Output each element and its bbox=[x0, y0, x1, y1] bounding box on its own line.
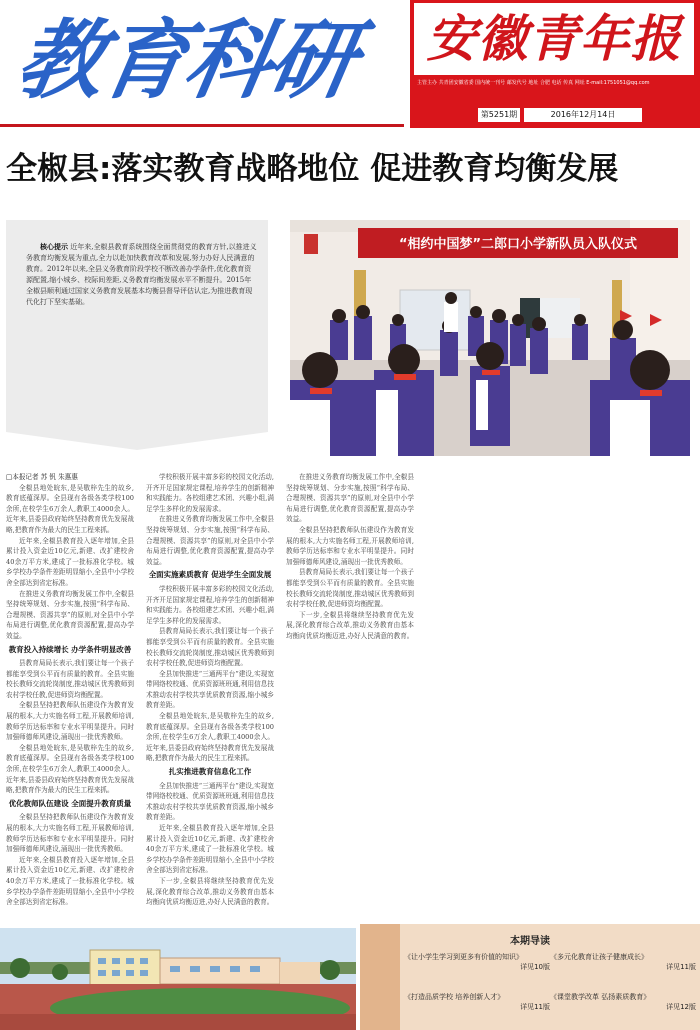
preview-item[interactable] bbox=[550, 992, 696, 1012]
summary-box-pointer bbox=[6, 432, 268, 450]
preview-item[interactable] bbox=[550, 952, 696, 972]
school-campus-illustration bbox=[0, 928, 356, 1030]
article-paragraph: 全椒县地处皖东,是吴敬梓先生的故乡,教育底蕴深厚。全县现有各级各类学校100余所,在校学生6万余人,教职工4000余人。近年来,县委县政府始终坚持教育优先发展战略,把教育作为最大的民生工程来抓。 bbox=[6, 483, 134, 534]
article-paragraph: 学校积极开展丰富多彩的校园文化活动,开齐开足国家规定课程,培养学生的创新精神和实践能力。各校组建艺术团、兴趣小组,满足学生多样化的发展需求。 bbox=[146, 473, 274, 513]
article-byline: □本报记者 苏 钒 朱惠惠 bbox=[6, 473, 78, 481]
issue-number: 第5251期 bbox=[478, 108, 520, 122]
article-paragraph: 近年来,全椒县教育投入逐年增加,全县累计投入资金近10亿元,新建、改扩建校舍40余万平方米,建成了一批标准化学校。城乡学校办学条件差距明显缩小,全县中小学校舍全部达到省定标准。 bbox=[6, 536, 134, 587]
issue-preview-box bbox=[360, 924, 700, 1030]
preview-item[interactable] bbox=[404, 992, 550, 1012]
ceremony-photo-illustration bbox=[290, 220, 690, 456]
article-subhead: 教育投入持续增长 办学条件明显改善 bbox=[8, 644, 132, 654]
article-paragraph: 近年来,全椒县教育投入逐年增加,全县累计投入资金近10亿元,新建、改扩建校舍40余万平方米,建成了一批标准化学校。城乡学校办学条件差距明显缩小,全县中小学校舍全部达到省定标准。 bbox=[6, 855, 134, 907]
article-paragraph: 下一步,全椒县将继续坚持教育优先发展,深化教育综合改革,推动义务教育由基本均衡向优质均衡迈进,办好人民满意的教育。 bbox=[286, 610, 414, 640]
newspaper-name: 安徽青年报 bbox=[414, 3, 694, 75]
issue-date: 2016年12月14日 bbox=[524, 108, 642, 122]
ceremony-banner: “相约中国梦”二郎口小学新队员入队仪式 bbox=[398, 237, 638, 252]
article-subhead: 扎实推进教育信息化工作 bbox=[168, 767, 252, 777]
summary-body: 近年来,全椒县教育系统围绕全面贯彻党的教育方针,以推进义务教育均衡发展为重点,全力以赴加快教育改革和发展,努力办好人民满意的教育。2012年以来,全县义务教育阶段学校不断改善办学条件,优化教育资源配置,缩小城乡、校际间差距,义务教育均衡发展水平不断提升。2015年全椒县顺利通过国家义务教育发展基本均衡县督导评估认定,为推进教育现代化打下坚实基础。 bbox=[26, 243, 257, 306]
article-paragraph: 全县加快推进“三通两平台”建设,实现宽带网络校校通、优质资源班班通,利用信息技术推动农村学校共享优质教育资源,缩小城乡教育差距。 bbox=[146, 781, 274, 822]
preview-item[interactable] bbox=[404, 952, 550, 972]
preview-item-title: 《打造品质学校 培养创新人才》 bbox=[404, 993, 505, 1001]
masthead bbox=[0, 0, 700, 130]
article-paragraph: 全椒县坚持把教师队伍建设作为教育发展的根本,大力实施名师工程,开展教师培训,教师学历达标率和专业水平明显提升。同时加强师德师风建设,涌现出一批优秀教师。 bbox=[286, 525, 414, 566]
article-subhead: 全面实施素质教育 促进学生全面发展 bbox=[148, 570, 272, 580]
issue-row bbox=[414, 106, 694, 124]
summary-lead-label: 核心提示 bbox=[40, 243, 68, 251]
article-paragraph: 近年来,全椒县教育投入逐年增加,全县累计投入资金近10亿元,新建、改扩建校舍40余万平方米,建成了一批标准化学校。城乡学校办学条件差距明显缩小,全县中小学校舍全部达到省定标准。 bbox=[146, 824, 274, 875]
preview-item-title: 《课堂教学改革 弘扬素质教育》 bbox=[550, 993, 651, 1001]
preview-item-page: 详见11版 bbox=[666, 963, 696, 971]
article-paragraph: 在推进义务教育均衡发展工作中,全椒县坚持统筹规划、分步实施,按照“科学布局、合理规模、资源共享”的原则,对全县中小学布局进行调整,优化教育资源配置,提高办学效益。 bbox=[6, 589, 134, 640]
article-paragraph: 全椒县坚持把教师队伍建设作为教育发展的根本,大力实施名师工程,开展教师培训,教师学历达标率和专业水平明显提升。同时加强师德师风建设,涌现出一批优秀教师。 bbox=[6, 701, 134, 742]
article-paragraph: 全椒县坚持把教师队伍建设作为教育发展的根本,大力实施名师工程,开展教师培训,教师学历达标率和专业水平明显提升。同时加强师德师风建设,涌现出一批优秀教师。 bbox=[6, 813, 134, 854]
article-paragraph: 县教育局局长表示,我们要让每一个孩子都能享受到公平而有质量的教育。全县实施校长教师交流轮岗制度,推动城区优秀教师到农村学校任教,促进师资均衡配置。 bbox=[6, 659, 134, 699]
article-paragraph: 在推进义务教育均衡发展工作中,全椒县坚持统筹规划、分步实施,按照“科学布局、合理规模、资源共享”的原则,对全县中小学布局进行调整,优化教育资源配置,提高办学效益。 bbox=[146, 515, 274, 566]
preview-item-title: 《让小学生学习到更多有价值的知识》 bbox=[404, 953, 523, 961]
article-paragraph: 学校积极开展丰富多彩的校园文化活动,开齐开足国家规定课程,培养学生的创新精神和实践能力。各校组建艺术团、兴趣小组,满足学生多样化的发展需求。 bbox=[146, 584, 274, 625]
article-paragraph: 县教育局局长表示,我们要让每一个孩子都能享受到公平而有质量的教育。全县实施校长教师交流轮岗制度,推动城区优秀教师到农村学校任教,促进师资均衡配置。 bbox=[146, 627, 274, 668]
preview-title: 本期导读 bbox=[510, 936, 550, 947]
newspaper-nameplate bbox=[410, 0, 700, 128]
article-paragraph: 全椒县地处皖东,是吴敬梓先生的故乡,教育底蕴深厚。全县现有各级各类学校100余所,在校学生6万余人,教职工4000余人。近年来,县委县政府始终坚持教育优先发展战略,把教育作为最大的民生工程来抓。 bbox=[146, 712, 274, 763]
school-campus-photo bbox=[0, 928, 356, 1030]
article-paragraph: 下一步,全椒县将继续坚持教育优先发展,深化教育综合改革,推动义务教育由基本均衡向优质均衡迈进,办好人民满意的教育。 bbox=[146, 876, 274, 907]
page-headline: 全椒县:落实教育战略地位 促进教育均衡发展 bbox=[6, 151, 619, 187]
preview-item-page: 详见10版 bbox=[520, 963, 550, 971]
article-paragraph: 全椒县地处皖东,是吴敬梓先生的故乡,教育底蕴深厚。全县现有各级各类学校100余所,在校学生6万余人,教职工4000余人。近年来,县委县政府始终坚持教育优先发展战略,把教育作为最大的民生工程来抓。 bbox=[6, 743, 134, 795]
article-subhead: 优化教师队伍建设 全面提升教育质量 bbox=[8, 798, 132, 808]
preview-item-page: 详见12版 bbox=[666, 1003, 696, 1011]
column-logo: 教育科研 bbox=[9, 10, 363, 111]
preview-item-title: 《多元化教育让孩子健康成长》 bbox=[550, 953, 648, 961]
newspaper-meta: 主管主办 共青团安徽省委 国内统一刊号 邮发代号 地址 合肥 电话 传真 网址 E-mail:1751051@qq.com bbox=[417, 80, 650, 86]
article-paragraph: 在推进义务教育均衡发展工作中,全椒县坚持统筹规划、分步实施,按照“科学布局、合理规模、资源共享”的原则,对全县中小学布局进行调整,优化教育资源配置,提高办学效益。 bbox=[286, 473, 414, 524]
preview-item-page: 详见11版 bbox=[520, 1003, 550, 1011]
ceremony-photo bbox=[290, 220, 690, 456]
masthead-rule bbox=[0, 124, 404, 127]
summary-text bbox=[26, 242, 258, 412]
article-paragraph: 全县加快推进“三通两平台”建设,实现宽带网络校校通、优质资源班班通,利用信息技术推动农村学校共享优质教育资源,缩小城乡教育差距。 bbox=[146, 669, 274, 710]
article-body bbox=[6, 472, 694, 920]
article-paragraph: 县教育局局长表示,我们要让每一个孩子都能享受到公平而有质量的教育。全县实施校长教师交流轮岗制度,推动城区优秀教师到农村学校任教,促进师资均衡配置。 bbox=[286, 568, 414, 609]
